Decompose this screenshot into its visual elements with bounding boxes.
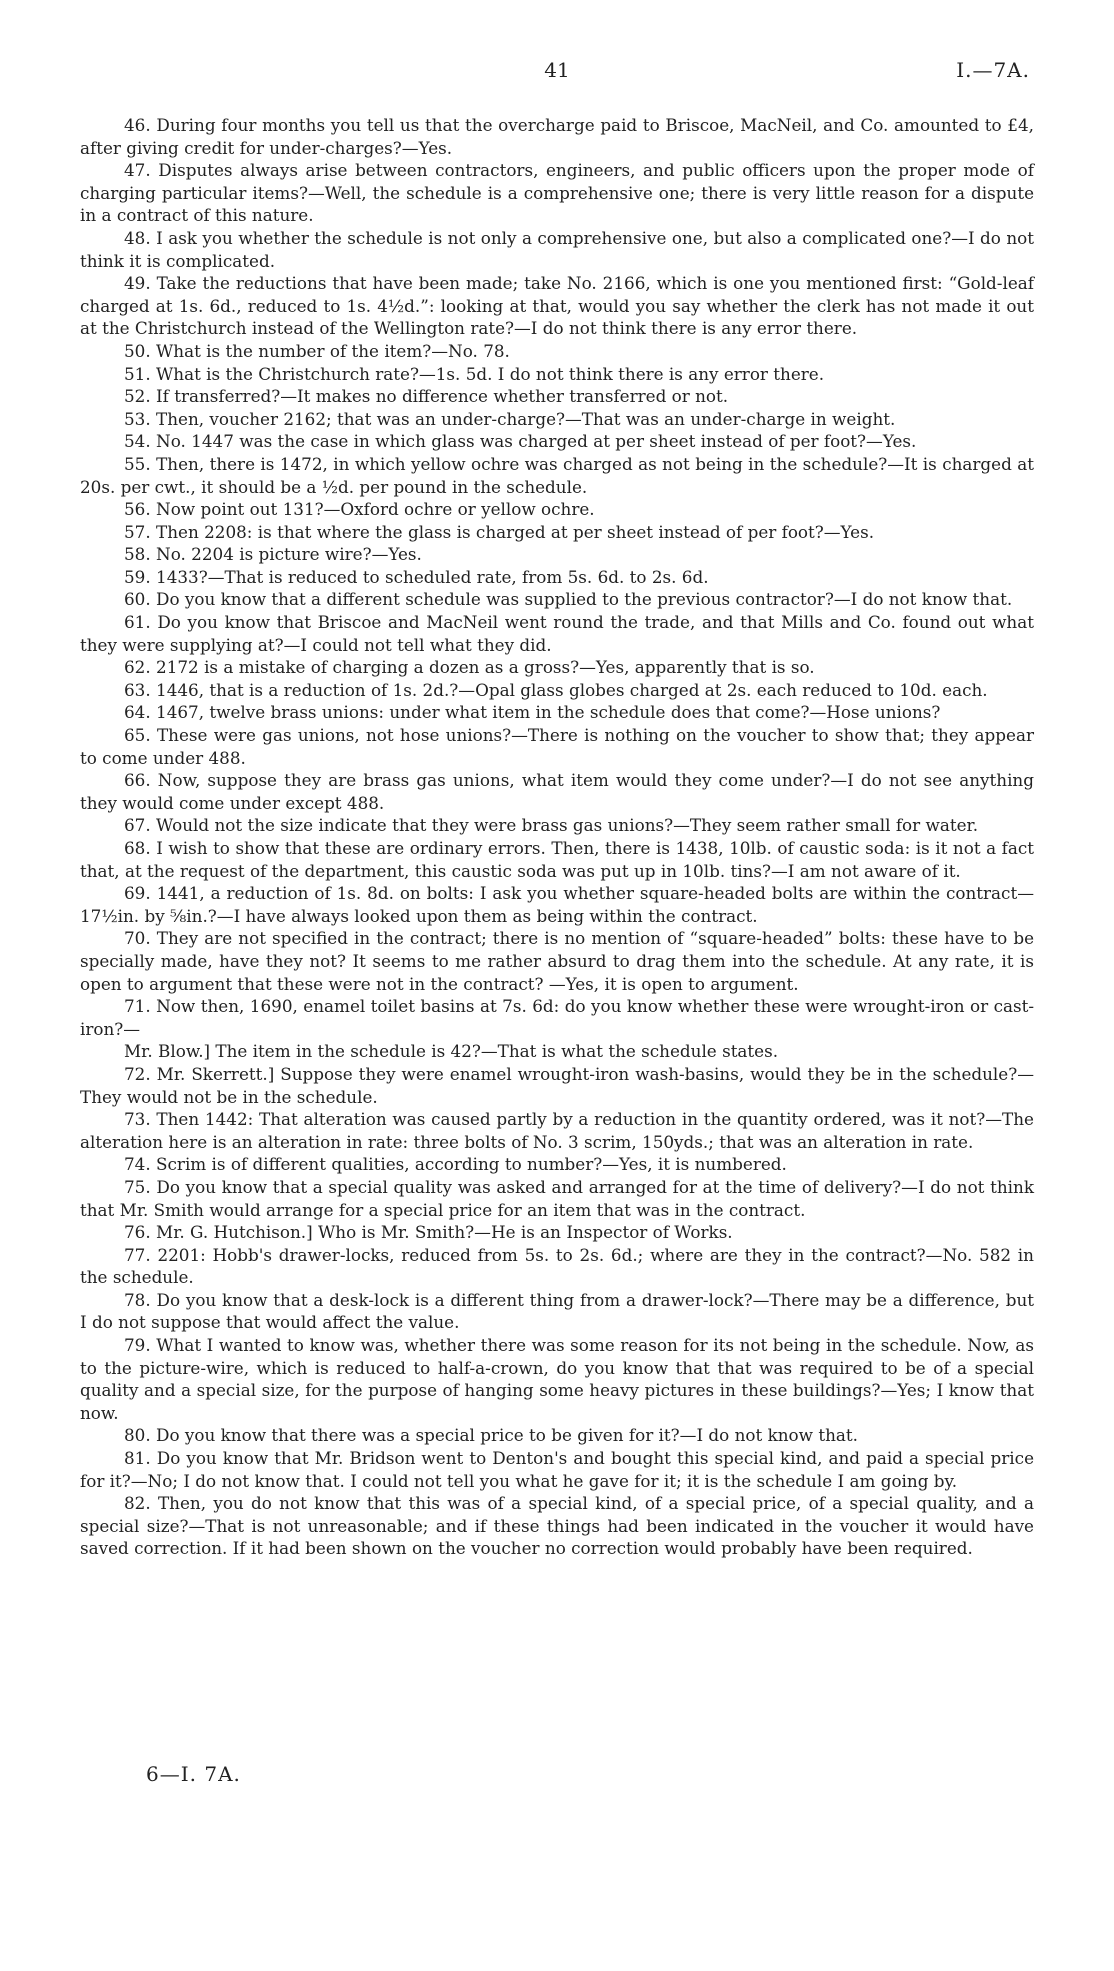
signature-mark: 6—I. 7A. xyxy=(146,1762,241,1786)
paragraph: 81. Do you know that Mr. Bridson went to Denton's and bought this special kind, and paid a special price for it?—No; I do not know that. I could not tell you what he gave for it; it is the schedule I am going by. xyxy=(80,1448,1034,1491)
paragraph: 63. 1446, that is a reduction of 1s. 2d.?—Opal glass globes charged at 2s. each reduced to 10d. each. xyxy=(124,679,988,700)
paragraph: 47. Disputes always arise between contractors, engineers, and public officers upon the proper mode of charging particular items?—Well, the schedule is a comprehensive one; there is very little reason for a dispute in a contract of this nature. xyxy=(80,160,1034,226)
paragraph: 64. 1467, twelve brass unions: under what item in the schedule does that come?—Hose unions? xyxy=(124,702,941,723)
paragraph: 55. Then, there is 1472, in which yellow ochre was charged as not being in the schedule?—It is charged at 20s. per cwt., it should be a ½d. per pound in the schedule. xyxy=(80,453,1034,497)
page-header xyxy=(80,58,1034,88)
paragraph: 52. If transferred?—It makes no difference whether transferred or not. xyxy=(124,386,729,407)
paragraph: 79. What I wanted to know was, whether there was some reason for its not being in the schedule. Now, as to the picture-wire, which is reduced to half-a-crown, do you know that that was required to be of a special quality and a special size, for the purpose of hanging some heavy pictures in these buildings?—Yes; I know that now. xyxy=(80,1335,1034,1423)
paragraph: 78. Do you know that a desk-lock is a different thing from a drawer-lock?—There may be a difference, but I do not suppose that would affect the value. xyxy=(80,1289,1034,1333)
paragraph: 69. 1441, a reduction of 1s. 8d. on bolts: I ask you whether square-headed bolts are within the contract—17½in. by ⅝in.?—I have always looked upon them as being within the contract. xyxy=(80,883,1034,926)
paragraph: 58. No. 2204 is picture wire?—Yes. xyxy=(124,544,422,565)
paragraph: 68. I wish to show that these are ordinary errors. Then, there is 1438, 10lb. of caustic soda: is it not a fact that, at the request of the department, this caustic soda was put up in 10lb. tins?—I am not aware of it. xyxy=(80,838,1034,881)
paragraph: 60. Do you know that a different schedule was supplied to the previous contractor?—I do not know that. xyxy=(124,589,1013,610)
paragraph: 59. 1433?—That is reduced to scheduled rate, from 5s. 6d. to 2s. 6d. xyxy=(124,566,709,587)
paragraph: 73. Then 1442: That alteration was caused partly by a reduction in the quantity ordered, was it not?—The alteration here is an alteration in rate: three bolts of No. 3 scrim, 150yds.; that was an alteration in rate. xyxy=(80,1109,1034,1152)
paragraph: 65. These were gas unions, not hose unions?—There is nothing on the voucher to show that; they appear to come under 488. xyxy=(80,725,1034,768)
paragraph: 76. Mr. G. Hutchison.] Who is Mr. Smith?—He is an Inspector of Works. xyxy=(124,1222,733,1243)
paragraph: 62. 2172 is a mistake of charging a dozen as a gross?—Yes, apparently that is so. xyxy=(124,657,815,678)
paragraph: 66. Now, suppose they are brass gas unions, what item would they come under?—I do not see anything they would come under except 488. xyxy=(80,770,1034,813)
paragraph: 71. Now then, 1690, enamel toilet basins at 7s. 6d: do you know whether these were wrought-iron or cast-iron?— xyxy=(80,996,1034,1039)
paragraph: 61. Do you know that Briscoe and MacNeil went round the trade, and that Mills and Co. found out what they were supplying at?—I could not tell what they did. xyxy=(80,612,1034,655)
paragraph: 77. 2201: Hobb's drawer-locks, reduced from 5s. to 2s. 6d.; where are they in the contract?—No. 582 in the schedule. xyxy=(80,1244,1034,1288)
paragraph: 54. No. 1447 was the case in which glass was charged at per sheet instead of per foot?—Yes. xyxy=(124,431,917,452)
paragraph: 72. Mr. Skerrett.] Suppose they were enamel wrought-iron wash-basins, would they be in the schedule?—They would not be in the schedule. xyxy=(80,1063,1034,1107)
paragraph: 51. What is the Christchurch rate?—1s. 5d. I do not think there is any error there. xyxy=(124,363,825,384)
paragraph: 53. Then, voucher 2162; that was an under-charge?—That was an under-charge in weight. xyxy=(124,408,896,429)
paragraph: 80. Do you know that there was a special price to be given for it?—I do not know that. xyxy=(124,1425,858,1446)
paragraph: Mr. Blow.] The item in the schedule is 42?—That is what the schedule states. xyxy=(124,1041,779,1062)
paragraph: 46. During four months you tell us that the overcharge paid to Briscoe, MacNeil, and Co. amounted to £4, after giving credit for under-charges?—Yes. xyxy=(80,115,1034,158)
document-reference: I.—7A. xyxy=(956,58,1030,82)
paragraph: 49. Take the reductions that have been made; take No. 2166, which is one you mentioned first: “Gold-leaf charged at 1s. 6d., reduced to 1s. 4½d.”: looking at that, would you say whether the clerk has not made it out at the Christchurch instead of the Wellington rate?—I do not think there is any error there. xyxy=(80,273,1034,339)
paragraph: 50. What is the number of the item?—No. 78. xyxy=(124,340,510,361)
page-number: 41 xyxy=(544,58,570,82)
paragraph: 48. I ask you whether the schedule is not only a comprehensive one, but also a complicated one?—I do not think it is complicated. xyxy=(80,227,1034,271)
paragraph: 67. Would not the size indicate that they were brass gas unions?—They seem rather small for water. xyxy=(124,815,979,836)
paragraph: 74. Scrim is of different qualities, according to number?—Yes, it is numbered. xyxy=(124,1154,787,1175)
paragraph: 82. Then, you do not know that this was of a special kind, of a special price, of a special quality, and a special size?—That is not unreasonable; and if these things had been indicated in the voucher it would have saved correction. If it had been shown on the voucher no correction would probably have been required. xyxy=(80,1493,1034,1559)
paragraph: 70. They are not specified in the contract; there is no mention of “square-headed” bolts: these have to be specially made, have they not? It seems to me rather absurd to drag them into the schedule. At any rate, it is open to argument that these were not in the contract? —Yes, it is open to argument. xyxy=(80,928,1034,994)
paragraph: 57. Then 2208: is that where the glass is charged at per sheet instead of per foot?—Yes. xyxy=(124,521,875,542)
paragraph: 75. Do you know that a special quality was asked and arranged for at the time of delivery?—I do not think that Mr. Smith would arrange for a special price for an item that was in the contract. xyxy=(80,1176,1034,1220)
document-body xyxy=(80,114,1034,1560)
paragraph: 56. Now point out 131?—Oxford ochre or yellow ochre. xyxy=(124,499,595,520)
